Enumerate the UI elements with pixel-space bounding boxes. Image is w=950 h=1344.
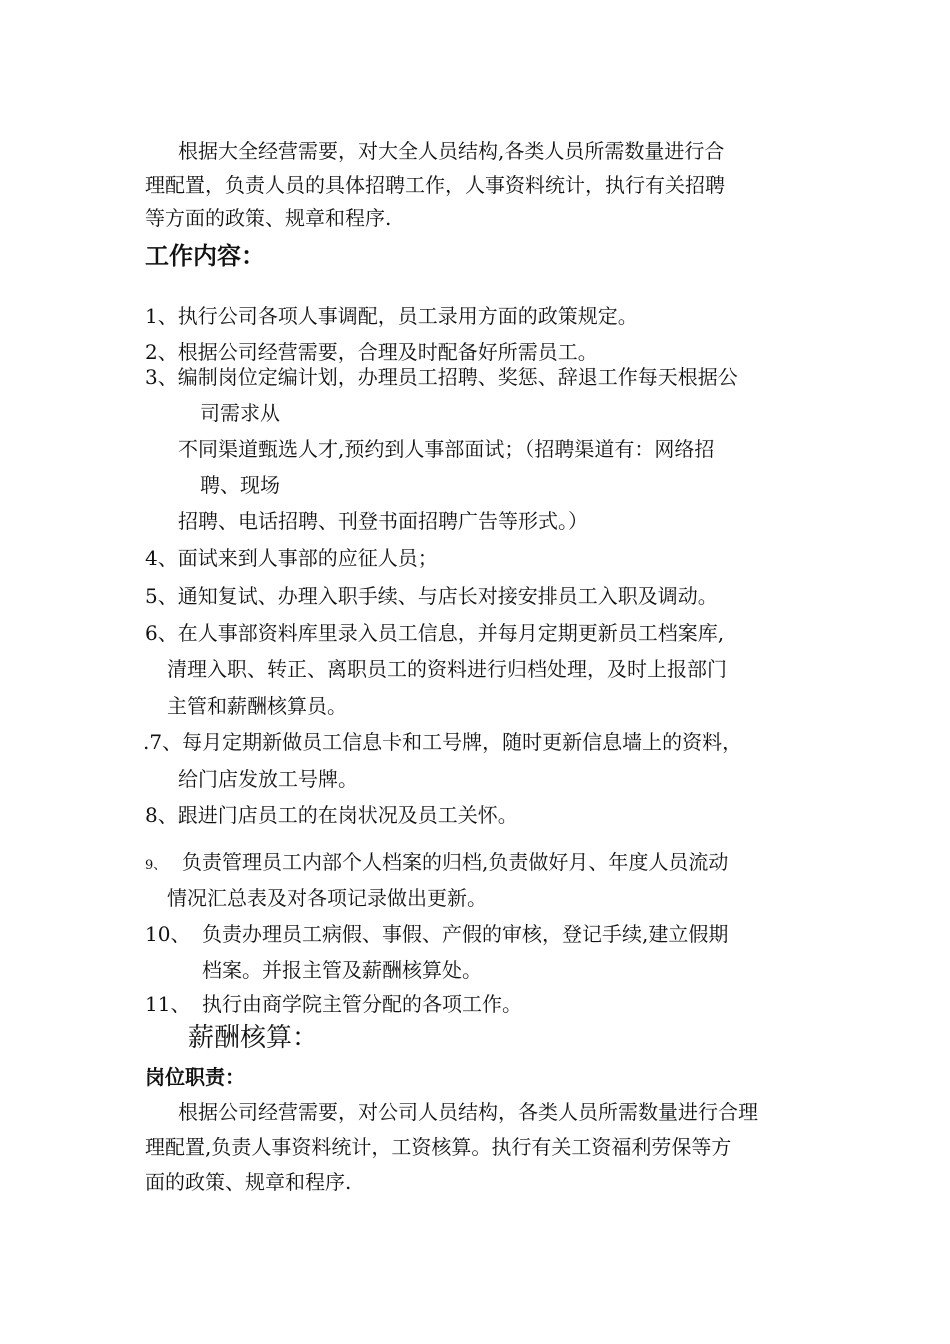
list-item-3-line-5: 招聘、电话招聘、刊登书面招聘广告等形式。） xyxy=(178,509,588,533)
list-item-5: 5、通知复试、办理入职手续、与店长对接安排员工入职及调动。 xyxy=(145,584,718,608)
list-item-10-line-1: 负责办理员工病假、事假、产假的审核，登记手续,建立假期 xyxy=(202,922,729,946)
list-item-11-number: 11、 xyxy=(145,992,191,1016)
list-item-10-number: 10、 xyxy=(145,922,191,946)
work-content-heading: 工作内容： xyxy=(145,242,265,270)
duty-line-2: 理配置,负责人事资料统计，工资核算。执行有关工资福利劳保等方 xyxy=(145,1135,732,1159)
intro-line-1: 根据大全经营需要，对大全人员结构,各类人员所需数量进行合 xyxy=(178,139,725,163)
list-item-6-line-3: 主管和薪酬核算员。 xyxy=(167,694,347,718)
intro-line-3: 等方面的政策、规章和程序. xyxy=(145,206,392,230)
list-item-11-line-1: 执行由商学院主管分配的各项工作。 xyxy=(202,992,522,1016)
list-item-3-line-3: 不同渠道甄选人才,预约到人事部面试；（招聘渠道有：网络招 xyxy=(178,437,715,461)
list-item-1: 1、执行公司各项人事调配，员工录用方面的政策规定。 xyxy=(145,304,638,328)
list-item-3-line-1: 3、编制岗位定编计划，办理员工招聘、奖惩、辞退工作每天根据公 xyxy=(145,365,738,389)
list-item-4: 4、面试来到人事部的应征人员； xyxy=(145,546,438,570)
duty-line-3: 面的政策、规章和程序. xyxy=(145,1170,352,1194)
salary-section-heading: 薪酬核算： xyxy=(188,1023,319,1053)
intro-line-2: 理配置，负责人员的具体招聘工作，人事资料统计，执行有关招聘 xyxy=(145,173,725,197)
list-item-10-line-2: 档案。并报主管及薪酬核算处。 xyxy=(202,958,482,982)
list-item-9-line-1: 负责管理员工内部个人档案的归档,负责做好月、年度人员流动 xyxy=(182,850,729,874)
list-item-3-line-2: 司需求从 xyxy=(200,401,280,425)
list-item-7-line-1: .7、每月定期新做员工信息卡和工号牌，随时更新信息墙上的资料， xyxy=(143,730,743,754)
list-item-7-line-2: 给门店发放工号牌。 xyxy=(178,767,358,791)
list-item-8: 8、跟进门店员工的在岗状况及员工关怀。 xyxy=(145,803,518,827)
list-item-6-line-1: 6、在人事部资料库里录入员工信息，并每月定期更新员工档案库, xyxy=(145,621,725,645)
list-item-2: 2、根据公司经营需要，合理及时配备好所需员工。 xyxy=(145,340,598,364)
list-item-9-number-text: 9、 xyxy=(145,858,167,873)
list-item-9-number xyxy=(145,849,166,879)
list-item-3-line-4: 聘、现场 xyxy=(200,473,280,497)
duty-line-1: 根据公司经营需要，对公司人员结构，各类人员所需数量进行合理 xyxy=(178,1100,758,1124)
duty-heading: 岗位职责： xyxy=(145,1065,245,1089)
list-item-6-line-2: 清理入职、转正、离职员工的资料进行归档处理，及时上报部门 xyxy=(167,657,727,681)
list-item-9-line-2: 情况汇总表及对各项记录做出更新。 xyxy=(167,886,487,910)
